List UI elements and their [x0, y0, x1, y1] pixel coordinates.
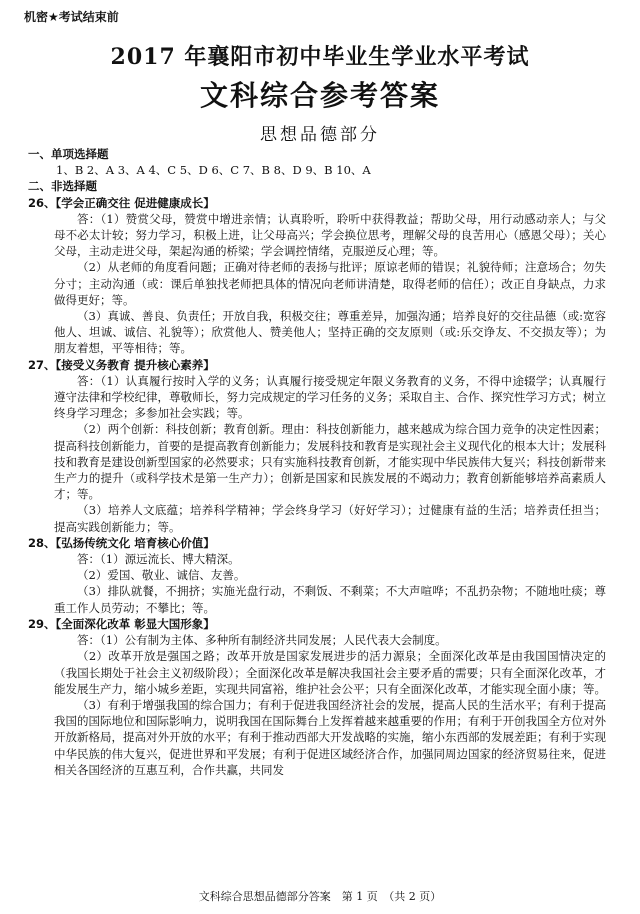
confidential-label: 机密★考试结束前 [24, 10, 119, 24]
q28-answer-2: （2）爱国、敬业、诚信、友善。 [77, 568, 246, 583]
q28-answer-1: 答：（1）源远流长、博大精深。 [77, 552, 240, 567]
exam-title: 2017 年襄阳市初中毕业生学业水平考试 [110, 44, 530, 70]
q27-answer-2: （2）两个创新：科技创新；教育创新。理由：科技创新能力，越来越成为综合国力竞争的决定性因素；提高科技创新能力，首要的是提高教育创新能力；发展科技和教育是实现社会主义现代化的根本大计；发展科技和教育是建设创新型国家的必然要求；只有实施科技教育创新，才能实现中华民族伟大复兴；科技创新带来生产力的提升（或科学技术是第一生产力）；创新是国家和民族发展的不竭动力；教育创新能够培养高素质人才；等。 [54, 422, 606, 502]
q29-answer-3: （3）有利于增强我国的综合国力；有利于促进我国经济社会的发展，提高人民的生活水平；有利于提高我国的国际地位和国际影响力，说明我国在国际舞台上发挥着越来越重要的作用；有利于开创我国全方位对外开放新格局，提高对外开放的水平；有利于推动西部大开发战略的实施，缩小东西部的发展差距；有利于实现中华民族的伟大复兴，促进世界和平发展；有利于促进区域经济合作，加强同周边国家的经济贸易往来，促进相关各国经济的互惠互利，合作共赢，共同发 [54, 697, 606, 777]
q26-answer-2: （2）从老师的角度看问题；正确对待老师的表扬与批评；原谅老师的错误；礼貌待师；注意场合；勿失分寸；主动沟通（或：课后单独找老师把具体的情况向老师讲清楚，取得老师的信任）；改正自身缺点，力求做得更好；等。 [54, 260, 606, 307]
q26-answer-1: 答：（1）赞赏父母，赞赏中增进亲情；认真聆听，聆听中获得教益；帮助父母，用行动感动亲人；与父母不必太计较；努力学习，积极上进，让父母高兴；学会换位思考，理解父母的良苦用心（感恩父母）；关心父母，主动走进父母，架起沟通的桥梁；学会调控情绪，克服逆反心理；等。 [54, 211, 606, 259]
mc-answers: 1、B 2、A 3、A 4、C 5、D 6、C 7、B 8、D 9、B 10、A [56, 163, 371, 178]
q28-title: 28、【弘扬传统文化 培育核心价值】 [28, 535, 215, 550]
part1-heading: 一、单项选择题 [28, 147, 109, 161]
document-title: 文科综合参考答案 [199, 79, 440, 112]
part2-heading: 二、非选择题 [28, 179, 97, 194]
q27-answer-3: （3）培养人文底蕴；培养科学精神；学会终身学习（好好学习）；过健康有益的生活；培养责任担当；提高实践创新能力；等。 [54, 503, 606, 534]
q28-answer-3: （3）排队就餐，不拥挤；实施光盘行动，不剩饭、不剩菜；不大声喧哗；不乱扔杂物；不随地吐痰；尊重工作人员劳动；不攀比；等。 [54, 584, 606, 615]
q29-answer-2: （2）改革开放是强国之路；改革开放是国家发展进步的活力源泉；全面深化改革是由我国国情决定的（我国长期处于社会主义初级阶段）；全面深化改革是解决我国社会主要矛盾的需要；只有全面深化改革，才能发展生产力，缩小城乡差距，实现共同富裕，维护社会公平；只有全面深化改革，才能实现全面小康；等。 [54, 649, 606, 696]
q27-title: 27、【接受义务教育 提升核心素养】 [28, 357, 215, 372]
page-footer: 文科综合思想品德部分答案 第 1 页 （共 2 页） [198, 890, 442, 903]
section-title: 思想品德部分 [260, 125, 380, 145]
q29-answer-1: 答：（1）公有制为主体、多种所有制经济共同发展；人民代表大会制度。 [77, 633, 447, 648]
q26-answer-3: （3）真诚、善良、负责任；开放自我，积极交往；尊重差异，加强沟通；培养良好的交往品德（或:宽容他人、坦诚、诚信、礼貌等）；欣赏他人、赞美他人；坚持正确的交友原则（或:乐交诤友、不交损友等）；为朋友着想，平等相待；等。 [54, 309, 606, 356]
q27-answer-1: 答：（1）认真履行按时入学的义务；认真履行接受规定年限义务教育的义务，不得中途辍学；认真履行遵守法律和学校纪律，尊敬师长，努力完成规定的学习任务的义务；采取自主、合作、探究性学习方式；树立终身学习理念；多参加社会实践；等。 [54, 373, 606, 421]
q26-title: 26、【学会正确交往 促进健康成长】 [28, 195, 215, 210]
q29-title: 29、【全面深化改革 彰显大国形象】 [28, 616, 215, 631]
answer-content [28, 146, 606, 778]
